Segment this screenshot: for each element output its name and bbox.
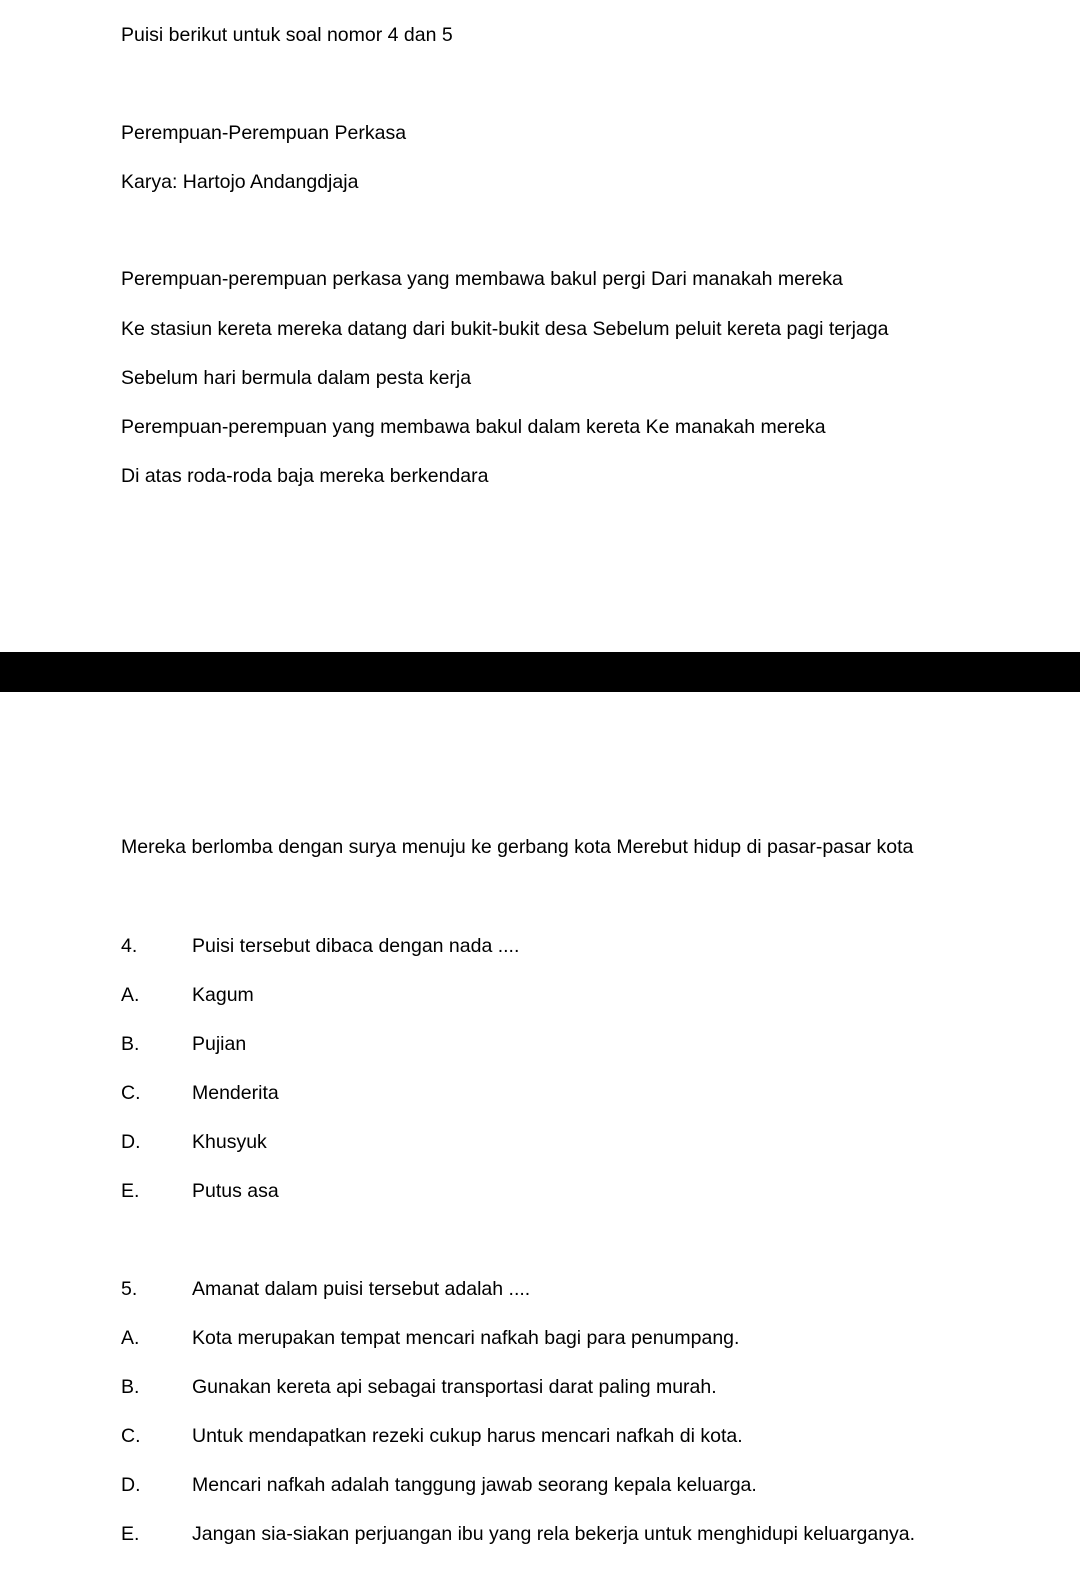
poem-title: Perempuan-Perempuan Perkasa — [121, 122, 407, 144]
option-letter: B. — [121, 1033, 140, 1055]
option-letter: E. — [121, 1523, 140, 1545]
option-letter: D. — [121, 1474, 141, 1496]
option-letter: A. — [121, 1327, 140, 1349]
option-text: Menderita — [192, 1082, 279, 1104]
option-text: Kota merupakan tempat mencari nafkah bagi para penumpang. — [192, 1327, 740, 1349]
question-text: Puisi tersebut dibaca dengan nada .... — [192, 935, 520, 957]
poem-line: Perempuan-perempuan yang membawa bakul dalam kereta Ke manakah mereka — [121, 416, 826, 438]
option-text: Pujian — [192, 1033, 247, 1055]
question-number: 4. — [121, 935, 138, 957]
question-number: 5. — [121, 1278, 138, 1300]
option-letter: D. — [121, 1131, 141, 1153]
option-text: Khusyuk — [192, 1131, 267, 1153]
poem-line: Di atas roda-roda baja mereka berkendara — [121, 465, 489, 487]
redaction-bar — [0, 652, 1080, 692]
option-letter: A. — [121, 984, 140, 1006]
option-text: Untuk mendapatkan rezeki cukup harus mencari nafkah di kota. — [192, 1425, 743, 1447]
option-letter: C. — [121, 1425, 141, 1447]
option-text: Gunakan kereta api sebagai transportasi darat paling murah. — [192, 1376, 717, 1398]
poem-author: Karya: Hartojo Andangdjaja — [121, 171, 359, 193]
option-letter: B. — [121, 1376, 140, 1398]
poem-line: Sebelum hari bermula dalam pesta kerja — [121, 367, 472, 389]
option-letter: C. — [121, 1082, 141, 1104]
question-text: Amanat dalam puisi tersebut adalah .... — [192, 1278, 531, 1300]
poem-last-line: Mereka berlomba dengan surya menuju ke gerbang kota Merebut hidup di pasar-pasar kota — [121, 836, 914, 858]
option-text: Kagum — [192, 984, 254, 1006]
option-text: Mencari nafkah adalah tanggung jawab seorang kepala keluarga. — [192, 1474, 757, 1496]
option-letter: E. — [121, 1180, 140, 1202]
option-text: Putus asa — [192, 1180, 279, 1202]
poem-line: Ke stasiun kereta mereka datang dari bukit-bukit desa Sebelum peluit kereta pagi terjaga — [121, 318, 889, 340]
option-text: Jangan sia-siakan perjuangan ibu yang rela bekerja untuk menghidupi keluarganya. — [192, 1523, 916, 1545]
poem-line: Perempuan-perempuan perkasa yang membawa bakul pergi Dari manakah mereka — [121, 268, 843, 290]
intro-text: Puisi berikut untuk soal nomor 4 dan 5 — [121, 24, 453, 46]
